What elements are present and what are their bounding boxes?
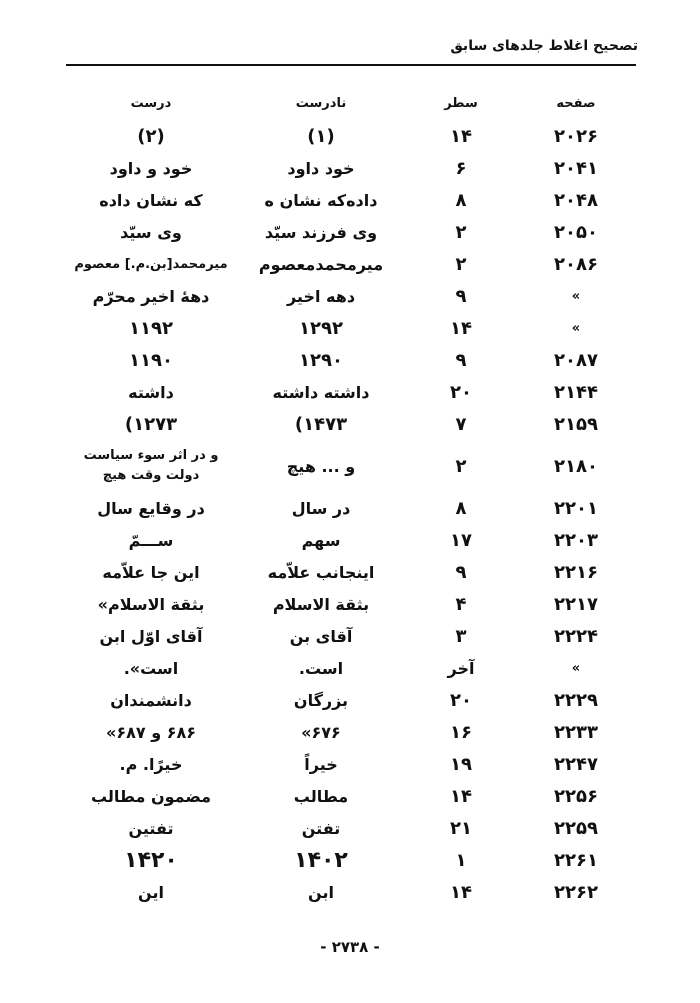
running-head: تصحیح اغلاط جلدهای سابق (450, 38, 638, 54)
table-row (66, 780, 636, 812)
cell-wrong: است. (298, 658, 344, 678)
cell-right: این (138, 882, 164, 902)
cell-right: ۱۲۷۳) (124, 413, 178, 435)
cell-right: که نشان داده (99, 190, 203, 210)
table-row (66, 876, 636, 908)
cell-line: ۱۶ (450, 721, 472, 743)
cell-wrong: وی فرزند سیّد (264, 222, 378, 242)
table-row (66, 716, 636, 748)
cell-page: ۲۲۲۴ (554, 625, 598, 647)
cell-right: ۱۱۹۰ (129, 349, 173, 371)
cell-wrong: مطالب (293, 786, 349, 806)
table-row (66, 248, 636, 280)
cell-right: دههٔ اخیر محرّم (92, 286, 210, 306)
table-row (66, 844, 636, 876)
table-row (66, 184, 636, 216)
cell-wrong: ۱۴۷۳) (294, 413, 348, 435)
table-row (66, 280, 636, 312)
errata-table (66, 86, 636, 908)
cell-right: وی سیّد (120, 222, 182, 242)
table-row (66, 748, 636, 780)
table-row (66, 684, 636, 716)
cell-line: ۲ (455, 455, 467, 477)
cell-wrong: ۱۲۹۰ (299, 349, 343, 371)
cell-right: خود و داود (109, 158, 193, 178)
table-row (66, 812, 636, 844)
table-row (66, 556, 636, 588)
table-row (66, 492, 636, 524)
cell-page: ۲۰۸۷ (554, 349, 598, 371)
table-row (66, 440, 636, 492)
cell-wrong: بثقة الاسلام (272, 594, 370, 614)
cell-page: ۲۰۲۶ (554, 125, 598, 147)
cell-right: ســـمّ (128, 530, 174, 550)
cell-line: ۹ (455, 349, 467, 371)
table-row (66, 376, 636, 408)
cell-page: ۲۲۶۲ (554, 881, 598, 903)
cell-right: خیرًا. م. (119, 754, 183, 774)
cell-wrong: خیراً (304, 754, 338, 774)
cell-wrong: ۱۴۰۲ (294, 847, 348, 873)
cell-right: و در اثر سوء سیاست دولت وقت هیچ (83, 448, 219, 483)
cell-line: ۲۱ (450, 817, 472, 839)
cell-page: ۲۲۱۷ (554, 593, 598, 615)
cell-right: داشته (128, 382, 174, 402)
cell-line: ۲ (455, 253, 467, 275)
cell-wrong: (۱) (307, 125, 335, 147)
errata-header-row (66, 86, 636, 120)
cell-right: ۱۱۹۲ (129, 317, 173, 339)
table-row (66, 588, 636, 620)
cell-page: ۲۲۱۶ (554, 561, 598, 583)
cell-right: ۶۸۶ و ۶۸۷» (105, 722, 197, 742)
cell-right: مضمون مطالب (90, 786, 212, 806)
cell-line: ۹ (455, 285, 467, 307)
cell-page: ۲۲۳۳ (554, 721, 598, 743)
cell-page: ۲۲۴۷ (554, 753, 598, 775)
cell-page: ۲۲۶۱ (554, 849, 598, 871)
cell-wrong: ابن (308, 882, 334, 902)
cell-line: ۲۰ (450, 689, 472, 711)
header-rule (66, 64, 636, 66)
table-row (66, 312, 636, 344)
cell-page: ۲۲۵۶ (554, 785, 598, 807)
cell-page: ۲۰۴۸ (554, 189, 598, 211)
cell-page: ۲۲۵۹ (554, 817, 598, 839)
cell-right: است». (123, 658, 179, 678)
table-row (66, 344, 636, 376)
cell-line: ۸ (455, 497, 467, 519)
table-row (66, 216, 636, 248)
cell-line: ۳ (455, 625, 467, 647)
cell-line: ۱۴ (450, 317, 472, 339)
cell-wrong: آقای بن (289, 626, 353, 646)
table-row (66, 408, 636, 440)
cell-page: ۲۲۰۱ (554, 497, 598, 519)
page-number: - ۲۷۳۸ - (320, 938, 380, 956)
cell-wrong: اینجانب علاّمه (267, 562, 375, 582)
cell-right: ۱۴۲۰ (124, 847, 178, 873)
cell-wrong: داشته داشته (272, 382, 370, 402)
cell-wrong: بزرگان (293, 690, 349, 710)
table-row (66, 152, 636, 184)
cell-right: در وقایع سال (97, 498, 205, 518)
table-row (66, 524, 636, 556)
cell-right: آقای اوّل ابن (99, 626, 203, 646)
cell-right: بثقة الاسلام» (97, 594, 205, 614)
cell-line: ۱۷ (450, 529, 472, 551)
cell-line: ۹ (455, 561, 467, 583)
cell-line: آخر (447, 658, 475, 678)
header-wrong: نادرست (295, 95, 347, 111)
cell-wrong: سهم (301, 530, 341, 550)
cell-line: ۷ (455, 413, 467, 435)
table-row (66, 652, 636, 684)
cell-right: تفتین (128, 818, 174, 838)
header-page: صفحه (556, 95, 596, 111)
table-row (66, 620, 636, 652)
cell-line: ۱۴ (450, 881, 472, 903)
cell-wrong: ۶۷۶» (301, 722, 341, 742)
cell-line: ۱۴ (450, 785, 472, 807)
header-right: درست (130, 95, 172, 111)
cell-line: ۱۴ (450, 125, 472, 147)
cell-page: ۲۱۵۹ (554, 413, 598, 435)
cell-page: ۲۲۲۹ (554, 689, 598, 711)
cell-page: » (571, 288, 581, 304)
cell-line: ۱ (455, 849, 467, 871)
cell-line: ۶ (455, 157, 467, 179)
cell-wrong: ۱۲۹۲ (299, 317, 343, 339)
cell-page: » (571, 660, 581, 676)
cell-wrong: میرمحمدمعصوم (258, 254, 384, 274)
cell-line: ۱۹ (450, 753, 472, 775)
cell-right: دانشمندان (110, 690, 192, 710)
cell-page: » (571, 320, 581, 336)
cell-page: ۲۱۸۰ (554, 455, 598, 477)
cell-page: ۲۰۴۱ (554, 157, 598, 179)
cell-page: ۲۰۸۶ (554, 253, 598, 275)
cell-wrong: و ... هیچ (286, 456, 356, 476)
cell-line: ۴ (455, 593, 467, 615)
cell-right: (۲) (137, 125, 165, 147)
cell-page: ۲۲۰۳ (554, 529, 598, 551)
cell-wrong: در سال (291, 498, 351, 518)
cell-line: ۲۰ (450, 381, 472, 403)
cell-line: ۸ (455, 189, 467, 211)
table-row (66, 120, 636, 152)
cell-right: این جا علاّمه (102, 562, 200, 582)
cell-wrong: خود داود (287, 158, 355, 178)
cell-right: میرمحمد[بن.م.] معصوم (74, 256, 228, 272)
cell-wrong: تفتن (301, 818, 341, 838)
header-line: سطر (444, 95, 478, 111)
cell-line: ۲ (455, 221, 467, 243)
cell-page: ۲۰۵۰ (554, 221, 598, 243)
cell-wrong: دهه اخیر (286, 286, 356, 306)
cell-wrong: داده‌که نشان ه (264, 190, 378, 210)
cell-page: ۲۱۴۴ (554, 381, 598, 403)
